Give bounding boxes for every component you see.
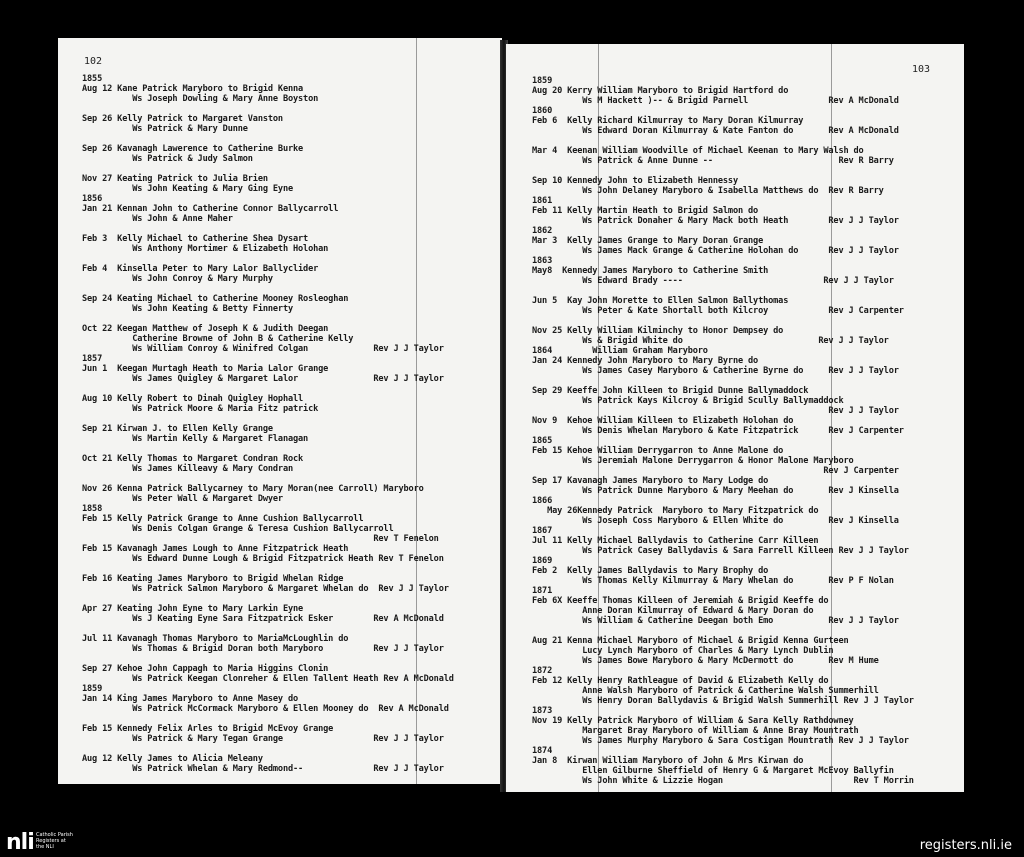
- register-line: Feb 6 Kelly Richard Kilmurray to Mary Doran Kilmurray: [532, 116, 804, 126]
- register-line: Nov 9 Kehoe William Killeen to Elizabeth Holohan do: [532, 416, 794, 426]
- register-line: Ws Anthony Mortimer & Elizabeth Holohan: [82, 244, 329, 254]
- register-line: Aug 12 Kane Patrick Maryboro to Brigid Kenna: [82, 84, 304, 94]
- register-line: 1858: [82, 504, 103, 514]
- register-line: 1857: [82, 354, 103, 364]
- register-line: Aug 21 Kenna Michael Maryboro of Michael & Brigid Kenna Gurteen: [532, 636, 849, 646]
- register-line: Ws John Keating & Betty Finnerty: [82, 304, 294, 314]
- register-line: Nov 19 Kelly Patrick Maryboro of William & Sara Kelly Rathdowney: [532, 716, 854, 726]
- register-line: 1864 William Graham Maryboro: [532, 346, 708, 356]
- register-line: Ws James Mack Grange & Catherine Holohan do Rev J J Taylor: [532, 246, 899, 256]
- register-line: Anne Doran Kilmurray of Edward & Mary Doran do: [532, 606, 814, 616]
- register-line: Mar 3 Kelly James Grange to Mary Doran Grange: [532, 236, 764, 246]
- register-line: 1872: [532, 666, 553, 676]
- register-line: 1874: [532, 746, 553, 756]
- register-line: 1873: [532, 706, 553, 716]
- logo-caption: Catholic Parish Registers at the NLI: [36, 832, 73, 850]
- register-line: Ws James Quigley & Margaret Lalor Rev J J Taylor: [82, 374, 444, 384]
- register-line: Aug 12 Kelly James to Alicia Meleany: [82, 754, 263, 764]
- register-line: Ws Peter Wall & Margaret Dwyer: [82, 494, 283, 504]
- register-line: Ws Patrick & Mary Tegan Grange Rev J J Taylor: [82, 734, 444, 744]
- register-line: Anne Walsh Maryboro of Patrick & Catherine Walsh Summerhill: [532, 686, 879, 696]
- register-line: Jan 8 Kirwan William Maryboro of John & Mrs Kirwan do: [532, 756, 804, 766]
- site-link[interactable]: registers.nli.ie: [919, 838, 1012, 853]
- register-line: Ws Denis Colgan Grange & Teresa Cushion Ballycarroll: [82, 524, 394, 534]
- register-line: Jul 11 Kelly Michael Ballydavis to Catherine Carr Killeen: [532, 536, 819, 546]
- register-line: 1869: [532, 556, 553, 566]
- register-line: Ws Patrick Moore & Maria Fitz patrick: [82, 404, 319, 414]
- register-line: Sep 10 Kennedy John to Elizabeth Hennessy: [532, 176, 738, 186]
- register-line: Ws William Conroy & Winifred Colgan Rev J J Taylor: [82, 344, 444, 354]
- register-line: Ws John Keating & Mary Ging Eyne: [82, 184, 294, 194]
- register-line: Sep 26 Kavanagh Lawerence to Catherine Burke: [82, 144, 304, 154]
- register-line: Ws John Delaney Maryboro & Isabella Matthews do Rev R Barry: [532, 186, 884, 196]
- register-line: Catherine Browne of John B & Catherine Kelly: [82, 334, 354, 344]
- register-line: Ws Patrick & Mary Dunne: [82, 124, 248, 134]
- register-line: Aug 10 Kelly Robert to Dinah Quigley Hophall: [82, 394, 304, 404]
- register-line: Ws Patrick Kays Kilcroy & Brigid Scully Ballymaddock: [532, 396, 844, 406]
- register-line: Ellen Gilburne Sheffield of Henry G & Margaret McEvoy Ballyfin: [532, 766, 894, 776]
- register-line: 1871: [532, 586, 553, 596]
- register-line: 1855: [82, 74, 103, 84]
- register-line: Ws Joseph Coss Maryboro & Ellen White do Rev J Kinsella: [532, 516, 899, 526]
- register-line: Ws John & Anne Maher: [82, 214, 233, 224]
- register-line: Ws Edward Doran Kilmurray & Kate Fanton do Rev A McDonald: [532, 126, 899, 136]
- register-line: Ws Patrick Dunne Maryboro & Mary Meehan do Rev J Kinsella: [532, 486, 899, 496]
- register-line: Feb 2 Kelly James Ballydavis to Mary Brophy do: [532, 566, 769, 576]
- register-line: Ws M Hackett )-- & Brigid Parnell Rev A McDonald: [532, 96, 899, 106]
- register-line: Feb 16 Keating James Maryboro to Brigid Whelan Ridge: [82, 574, 344, 584]
- register-line: 1861: [532, 196, 553, 206]
- register-line: Ws Thomas & Brigid Doran both Maryboro Rev J J Taylor: [82, 644, 444, 654]
- register-line: Margaret Bray Maryboro of William & Anne Bray Mountrath: [532, 726, 859, 736]
- register-line: Jun 1 Keegan Murtagh Heath to Maria Lalor Grange: [82, 364, 329, 374]
- register-line: Ws Patrick & Anne Dunne -- Rev R Barry: [532, 156, 894, 166]
- register-line: Ws James Casey Maryboro & Catherine Byrne do Rev J J Taylor: [532, 366, 899, 376]
- register-line: Feb 15 Kehoe William Derrygarron to Anne Malone do: [532, 446, 784, 456]
- register-line: Apr 27 Keating John Eyne to Mary Larkin Eyne: [82, 604, 304, 614]
- register-line: Aug 20 Kerry William Maryboro to Brigid Hartford do: [532, 86, 789, 96]
- register-line: Ws Jeremiah Malone Derrygarron & Honor Malone Maryboro: [532, 456, 854, 466]
- register-line: Sep 26 Kelly Patrick to Margaret Vanston: [82, 114, 283, 124]
- register-line: Oct 21 Kelly Thomas to Margaret Condran Rock: [82, 454, 304, 464]
- register-line: Feb 15 Kelly Patrick Grange to Anne Cushion Ballycarroll: [82, 514, 364, 524]
- register-line: Lucy Lynch Maryboro of Charles & Mary Lynch Dublin: [532, 646, 834, 656]
- register-line: Ws Patrick Whelan & Mary Redmond-- Rev J J Taylor: [82, 764, 444, 774]
- nli-logo[interactable]: nli: [6, 830, 34, 855]
- register-line: Jul 11 Kavanagh Thomas Maryboro to MariaMcLoughlin do: [82, 634, 349, 644]
- register-line: Ws Patrick & Judy Salmon: [82, 154, 253, 164]
- register-line: Nov 27 Keating Patrick to Julia Brien: [82, 174, 268, 184]
- register-line: Ws John White & Lizzie Hogan Rev T Morrin: [532, 776, 914, 786]
- register-line: Ws John Conroy & Mary Murphy: [82, 274, 273, 284]
- register-line: 1865: [532, 436, 553, 446]
- register-line: Ws William & Catherine Deegan both Emo Rev J J Taylor: [532, 616, 899, 626]
- register-line: Feb 15 Kennedy Felix Arles to Brigid McEvoy Grange: [82, 724, 334, 734]
- register-line: Ws Thomas Kelly Kilmurray & Mary Whelan do Rev P F Nolan: [532, 576, 894, 586]
- register-line: Jun 5 Kay John Morette to Ellen Salmon Ballythomas: [532, 296, 789, 306]
- right-register-page: [506, 44, 964, 792]
- register-line: Jan 24 Kennedy John Maryboro to Mary Byrne do: [532, 356, 759, 366]
- register-line: Jan 21 Kennan John to Catherine Connor Ballycarroll: [82, 204, 339, 214]
- page-number: 102: [84, 56, 103, 67]
- register-line: Ws Martin Kelly & Margaret Flanagan: [82, 434, 309, 444]
- column-rule: [416, 38, 417, 784]
- register-line: Ws Patrick Casey Ballydavis & Sara Farrell Killeen Rev J J Taylor: [532, 546, 909, 556]
- register-line: Feb 3 Kelly Michael to Catherine Shea Dysart: [82, 234, 309, 244]
- register-line: 1862: [532, 226, 553, 236]
- register-line: Ws James Killeavy & Mary Condran: [82, 464, 294, 474]
- register-line: Feb 15 Kavanagh James Lough to Anne Fitzpatrick Heath: [82, 544, 349, 554]
- register-line: Ws Edward Brady ---- Rev J J Taylor: [532, 276, 894, 286]
- register-line: Mar 4 Keenan William Woodville of Michael Keenan to Mary Walsh do: [532, 146, 864, 156]
- register-line: Nov 25 Kelly William Kilminchy to Honor Dempsey do: [532, 326, 784, 336]
- register-line: Ws Henry Doran Ballydavis & Brigid Walsh Summerhill Rev J J Taylor: [532, 696, 914, 706]
- register-line: Oct 22 Keegan Matthew of Joseph K & Judith Deegan: [82, 324, 329, 334]
- register-line: 1856: [82, 194, 103, 204]
- register-line: Sep 24 Keating Michael to Catherine Mooney Rosleoghan: [82, 294, 349, 304]
- register-line: Sep 29 Keeffe John Killeen to Brigid Dunne Ballymaddock: [532, 386, 809, 396]
- register-line: Feb 11 Kelly Martin Heath to Brigid Salmon do: [532, 206, 759, 216]
- register-line: 1866: [532, 496, 553, 506]
- register-line: Ws Joseph Dowling & Mary Anne Boyston: [82, 94, 319, 104]
- register-line: Nov 26 Kenna Patrick Ballycarney to Mary Moran(nee Carroll) Maryboro: [82, 484, 424, 494]
- register-line: Ws Patrick Salmon Maryboro & Margaret Whelan do Rev J J Taylor: [82, 584, 449, 594]
- page-number: 103: [911, 64, 930, 75]
- register-line: 1860: [532, 106, 553, 116]
- register-line: Sep 27 Kehoe John Cappagh to Maria Higgins Clonin: [82, 664, 329, 674]
- register-line: Rev J Carpenter: [532, 466, 899, 476]
- register-line: Ws Patrick McCormack Maryboro & Ellen Mooney do Rev A McDonald: [82, 704, 449, 714]
- register-line: Ws J Keating Eyne Sara Fitzpatrick Esker Rev A McDonald: [82, 614, 444, 624]
- register-line: 1863: [532, 256, 553, 266]
- register-line: Sep 21 Kirwan J. to Ellen Kelly Grange: [82, 424, 273, 434]
- register-line: Feb 4 Kinsella Peter to Mary Lalor Ballyclider: [82, 264, 319, 274]
- register-line: Feb 6X Keeffe Thomas Killeen of Jeremiah & Brigid Keeffe do: [532, 596, 829, 606]
- register-line: Jan 14 King James Maryboro to Anne Masey do: [82, 694, 299, 704]
- register-line: May8 Kennedy James Maryboro to Catherine Smith: [532, 266, 769, 276]
- register-line: Rev J J Taylor: [532, 406, 899, 416]
- register-line: 1859: [532, 76, 553, 86]
- register-line: Feb 12 Kelly Henry Rathleague of David & Elizabeth Kelly do: [532, 676, 829, 686]
- register-line: Rev T Fenelon: [82, 534, 439, 544]
- register-line: Ws James Bowe Maryboro & Mary McDermott do Rev M Hume: [532, 656, 879, 666]
- register-line: 1859: [82, 684, 103, 694]
- register-line: 1867: [532, 526, 553, 536]
- register-line: Ws James Murphy Maryboro & Sara Costigan Mountrath Rev J J Taylor: [532, 736, 909, 746]
- register-line: Sep 17 Kavanagh James Maryboro to Mary Lodge do: [532, 476, 769, 486]
- register-line: Ws Patrick Donaher & Mary Mack both Heath Rev J J Taylor: [532, 216, 899, 226]
- register-line: May 26Kennedy Patrick Maryboro to Mary Fitzpatrick do: [532, 506, 819, 516]
- register-line: Ws Peter & Kate Shortall both Kilcroy Rev J Carpenter: [532, 306, 904, 316]
- register-line: Ws Denis Whelan Maryboro & Kate Fitzpatrick Rev J Carpenter: [532, 426, 904, 436]
- register-line: Ws Edward Dunne Lough & Brigid Fitzpatrick Heath Rev T Fenelon: [82, 554, 444, 564]
- left-register-page: [58, 38, 502, 784]
- register-line: Ws Patrick Keegan Clonreher & Ellen Tallent Heath Rev A McDonald: [82, 674, 454, 684]
- register-line: Ws & Brigid White do Rev J J Taylor: [532, 336, 889, 346]
